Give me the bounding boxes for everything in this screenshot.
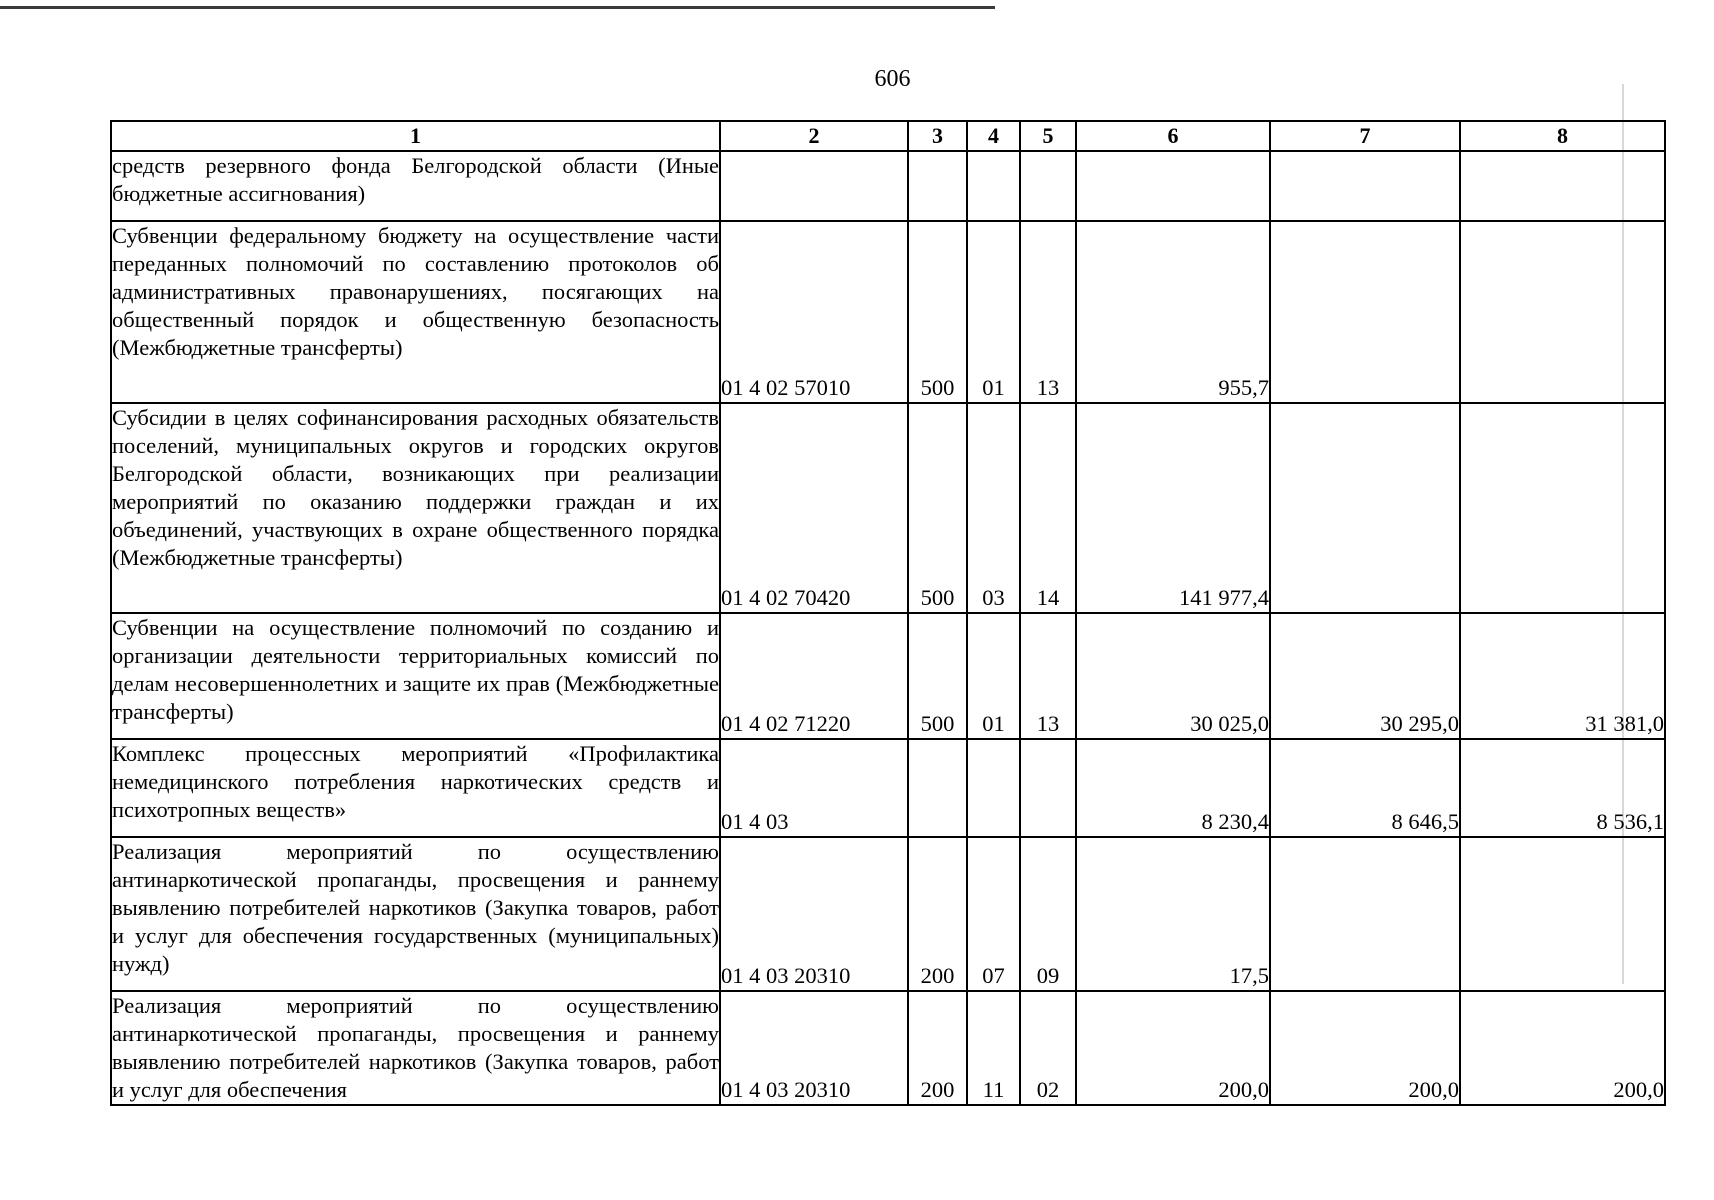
row-amount-col-8: 8 536,1 (1460, 739, 1665, 837)
row-amount-col-7 (1270, 221, 1460, 403)
row-amount-col-6: 17,5 (1076, 837, 1270, 991)
row-target-code: 01 4 02 70420 (720, 403, 908, 613)
row-amount-col-8 (1460, 151, 1665, 221)
header-col-8: 8 (1460, 121, 1665, 151)
table-row (111, 837, 1665, 991)
row-target-code: 01 4 02 57010 (720, 221, 908, 403)
row-amount-col-8: 200,0 (1460, 991, 1665, 1105)
row-name: Реализация мероприятий по осуществлению антинаркотической пропаганды, просвещения и раннему выявлению потребителей наркотиков (Закупка товаров, работ и услуг для обеспечения (111, 991, 720, 1105)
row-amount-col-6 (1076, 151, 1270, 221)
page-number: 606 (874, 66, 911, 92)
row-amount-col-6: 30 025,0 (1076, 613, 1270, 739)
row-amount-col-8 (1460, 837, 1665, 991)
row-name: Реализация мероприятий по осуществлению антинаркотической пропаганды, просвещения и раннему выявлению потребителей наркотиков (Закупка товаров, работ и услуг для обеспечения государственных (муниципальных) нужд) (111, 837, 720, 991)
row-name: Субвенции на осуществление полномочий по созданию и организации деятельности территориальных комиссий по делам несовершеннолетних и защите их прав (Межбюджетные трансферты) (111, 613, 720, 739)
header-col-6: 6 (1076, 121, 1270, 151)
table-row (111, 151, 1665, 221)
row-amount-col-8: 31 381,0 (1460, 613, 1665, 739)
row-amount-col-6: 955,7 (1076, 221, 1270, 403)
row-name: Субвенции федеральному бюджету на осуществление части переданных полномочий по составлению протоколов об административных правонарушениях, посягающих на общественный порядок и общественную безопасность (Межбюджетные трансферты) (111, 221, 720, 403)
row-target-code: 01 4 03 (720, 739, 908, 837)
row-subsection: 09 (1020, 837, 1076, 991)
row-expense-type (908, 151, 967, 221)
row-amount-col-7: 30 295,0 (1270, 613, 1460, 739)
row-subsection: 14 (1020, 403, 1076, 613)
header-col-5: 5 (1020, 121, 1076, 151)
row-section: 07 (967, 837, 1020, 991)
row-expense-type: 500 (908, 221, 967, 403)
row-expense-type: 200 (908, 837, 967, 991)
row-amount-col-7 (1270, 837, 1460, 991)
row-subsection: 13 (1020, 221, 1076, 403)
header-col-7: 7 (1270, 121, 1460, 151)
row-expense-type: 200 (908, 991, 967, 1105)
row-target-code: 01 4 03 20310 (720, 991, 908, 1105)
scan-top-edge-line (0, 6, 995, 9)
row-name: Комплекс процессных мероприятий «Профилактика немедицинского потребления наркотических средств и психотропных веществ» (111, 739, 720, 837)
row-subsection: 13 (1020, 613, 1076, 739)
row-amount-col-6: 8 230,4 (1076, 739, 1270, 837)
row-section: 01 (967, 613, 1020, 739)
row-section: 01 (967, 221, 1020, 403)
row-name: Субсидии в целях софинансирования расходных обязательств поселений, муниципальных округов и городских округов Белгородской области, возникающих при реализации мероприятий по оказанию поддержки граждан и их объединений, участвующих в охране общественного порядка (Межбюджетные трансферты) (111, 403, 720, 613)
row-expense-type: 500 (908, 403, 967, 613)
row-subsection: 02 (1020, 991, 1076, 1105)
table-row (111, 739, 1665, 837)
row-amount-col-8 (1460, 221, 1665, 403)
table-row (111, 991, 1665, 1105)
row-expense-type (908, 739, 967, 837)
row-target-code: 01 4 02 71220 (720, 613, 908, 739)
row-section: 11 (967, 991, 1020, 1105)
table-row (111, 613, 1665, 739)
table-row (111, 403, 1665, 613)
table-row (111, 221, 1665, 403)
row-amount-col-7: 8 646,5 (1270, 739, 1460, 837)
header-col-3: 3 (908, 121, 967, 151)
row-section: 03 (967, 403, 1020, 613)
header-col-1: 1 (111, 121, 720, 151)
row-subsection (1020, 739, 1076, 837)
header-col-4: 4 (967, 121, 1020, 151)
row-name: средств резервного фонда Белгородской области (Иные бюджетные ассигнования) (111, 151, 720, 221)
row-amount-col-8 (1460, 403, 1665, 613)
row-target-code: 01 4 03 20310 (720, 837, 908, 991)
row-amount-col-6: 141 977,4 (1076, 403, 1270, 613)
row-amount-col-7 (1270, 151, 1460, 221)
budget-table (110, 120, 1666, 1106)
row-section (967, 151, 1020, 221)
row-target-code (720, 151, 908, 221)
row-amount-col-6: 200,0 (1076, 991, 1270, 1105)
row-amount-col-7 (1270, 403, 1460, 613)
row-amount-col-7: 200,0 (1270, 991, 1460, 1105)
row-expense-type: 500 (908, 613, 967, 739)
table-header-row (111, 121, 1665, 151)
header-col-2: 2 (720, 121, 908, 151)
row-section (967, 739, 1020, 837)
row-subsection (1020, 151, 1076, 221)
